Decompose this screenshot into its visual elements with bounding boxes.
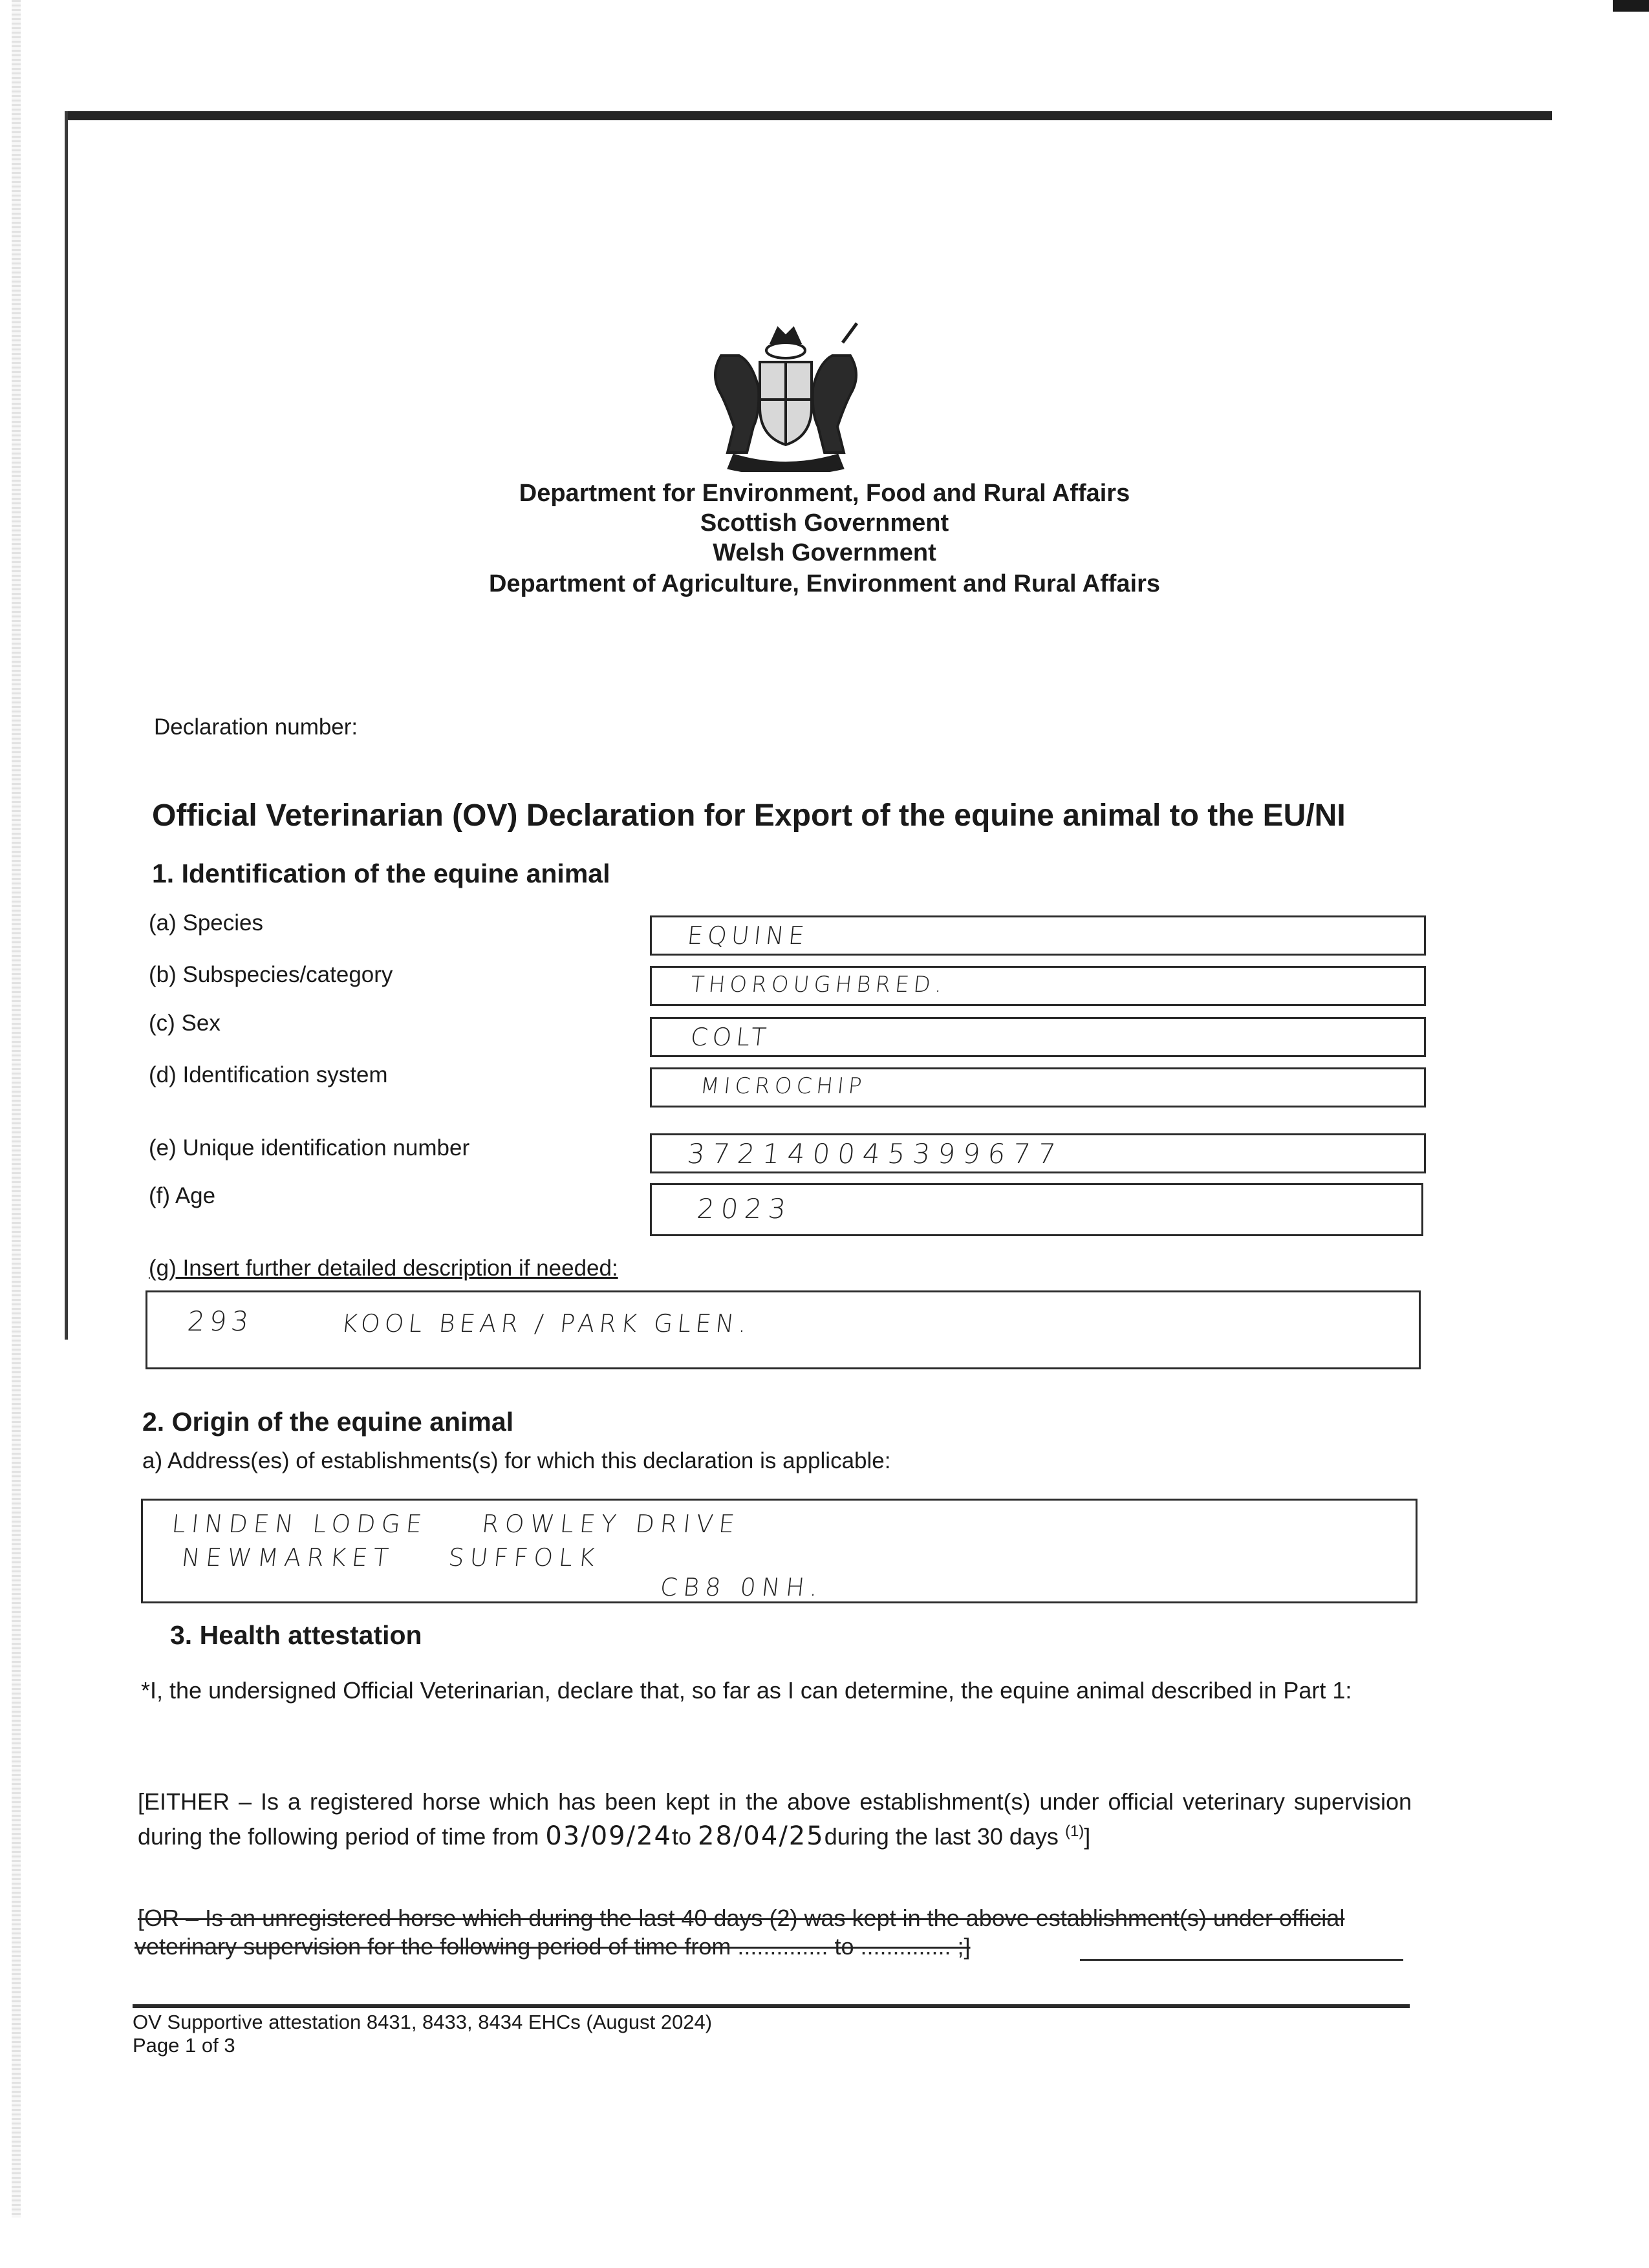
declaration-number-label: Declaration number: [154,714,358,740]
sex-label: (c) Sex [149,1011,221,1036]
unique-id-field[interactable] [650,1133,1426,1173]
either-to-word: to [672,1823,692,1850]
either-clause-text: [EITHER – Is a registered horse which has been kept in the above establishment(s) under official veterinary supervision during the following period of time from [138,1788,1412,1850]
section3-heading: 3. Health attestation [170,1620,422,1650]
or-clause-line-2: veterinary supervision for the following period of time from .............. to .............. ;] [135,1933,971,1960]
age-value: 2023 [695,1193,794,1225]
or-clause-line-1: [OR – Is an unregistered horse which during the last 40 days (2) was kept in the above establishment(s) under official [138,1905,1345,1931]
identification-system-value: MICROCHIP [698,1073,868,1099]
sex-value: COLT [689,1023,772,1051]
species-field[interactable] [650,915,1426,956]
footer-reference: OV Supportive attestation 8431, 8433, 8434 EHCs (August 2024) [133,2011,713,2033]
supervision-from-date[interactable]: 03/09/24 [545,1821,672,1851]
either-clause-end: ] [1084,1823,1091,1850]
supervision-to-date[interactable]: 28/04/25 [698,1821,824,1851]
either-clause [138,1787,1412,1852]
further-description-field[interactable] [146,1290,1421,1369]
species-value: EQUINE [685,921,810,950]
subspecies-value: THOROUGHBRED. [689,972,948,998]
address-line-3: CB8 0NH. [658,1573,825,1601]
description-number: 293 [186,1305,255,1337]
page-title: Official Veterinarian (OV) Declaration for Export of the equine animal to the EU/NI [152,798,1346,833]
footer-rule [133,2004,1410,2008]
page-number: Page 1 of 3 [133,2034,235,2057]
sex-field[interactable] [650,1017,1426,1057]
department-scottish-government: Scottish Government [700,509,949,537]
identification-system-label: (d) Identification system [149,1062,388,1087]
establishment-address-field[interactable] [141,1499,1417,1603]
establishment-address-label: a) Address(es) of establishments(s) for which this declaration is applicable: [142,1448,891,1473]
department-defra: Department for Environment, Food and Rural Affairs [519,480,1130,507]
top-border-rule [65,111,1552,120]
description-value: KOOL BEAR / PARK GLEN. [339,1309,753,1338]
department-welsh-government: Welsh Government [713,539,936,566]
unique-id-label: (e) Unique identification number [149,1135,470,1161]
age-field[interactable] [650,1183,1423,1236]
species-label: (a) Species [149,910,264,936]
age-label: (f) Age [149,1183,216,1208]
royal-coat-of-arms-icon [695,317,876,472]
either-clause-tail: during the last 30 days [824,1823,1059,1850]
identification-system-field[interactable] [650,1067,1426,1107]
left-border-rule [65,111,68,1340]
address-line-2: NEWMARKET SUFFOLK [180,1543,602,1572]
either-footnote-ref: (1) [1064,1823,1084,1840]
section2-heading: 2. Origin of the equine animal [142,1407,514,1437]
subspecies-field[interactable] [650,966,1426,1006]
address-line-1: LINDEN LODGE ROWLEY DRIVE [170,1510,742,1538]
department-daera: Department of Agriculture, Environment and Rural Affairs [488,570,1161,597]
scan-edge [12,0,21,2218]
subspecies-label: (b) Subspecies/category [149,962,393,987]
further-description-label: (g) Insert further detailed description if needed: [149,1256,618,1281]
or-clause-underline [1080,1959,1403,1961]
unique-id-value: 372140045399677 [685,1138,1065,1170]
scan-corner-mark [1613,0,1649,12]
health-attestation-intro: *I, the undersigned Official Veterinarian, declare that, so far as I can determine, the equine animal described in Part 1: [141,1677,1352,1704]
section1-heading: 1. Identification of the equine animal [152,859,610,888]
